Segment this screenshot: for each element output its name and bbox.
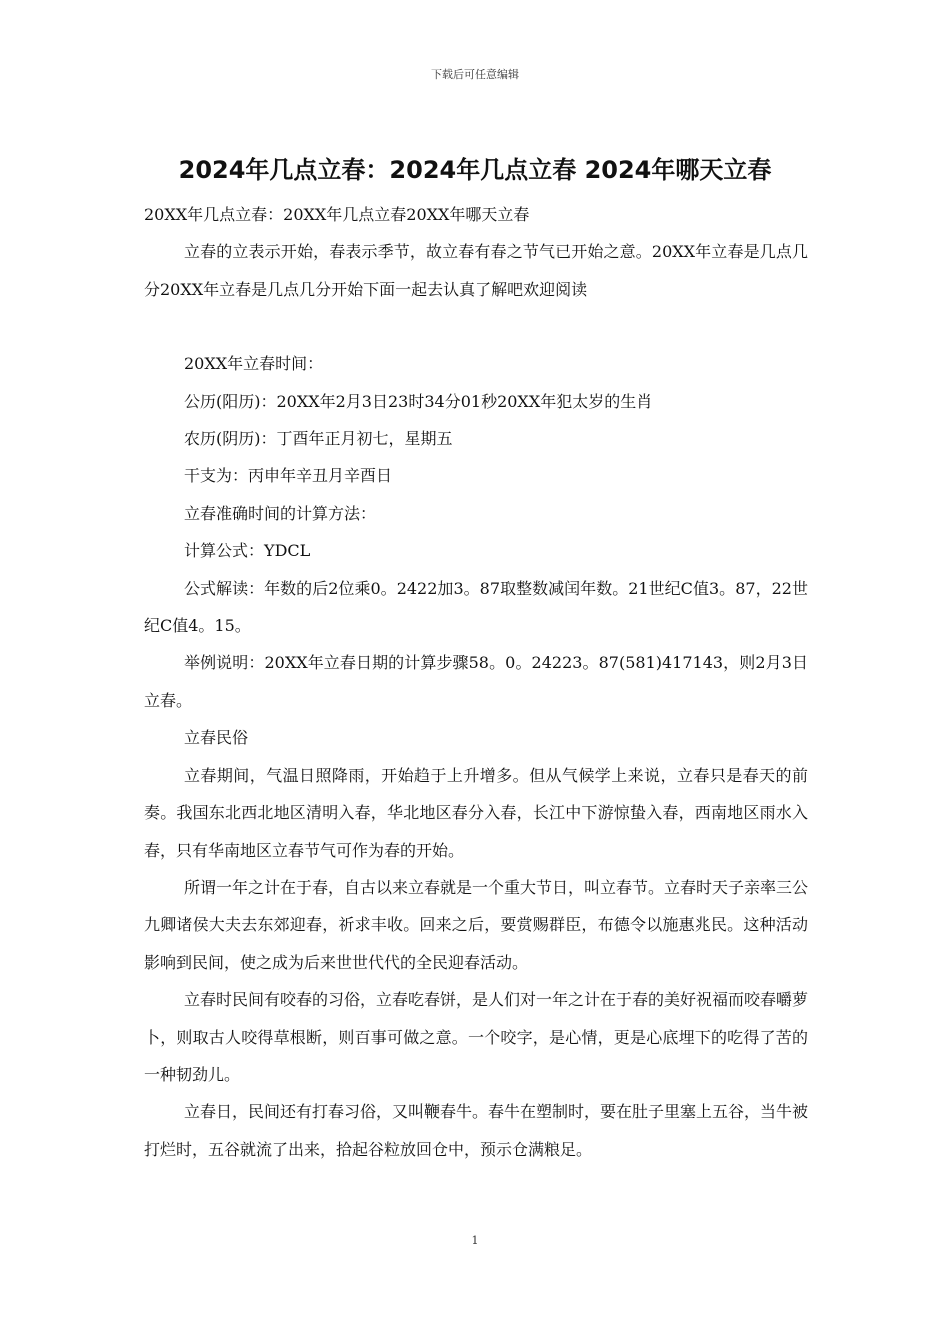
customs-paragraph-4: 立春日，民间还有打春习俗，又叫鞭春牛。春牛在塑制时，要在肚子里塞上五谷，当牛被打烂时，五谷就流了出来，拾起谷粒放回仓中，预示仓满粮足。 <box>144 1102 809 1159</box>
page-number: 1 <box>471 1234 479 1247</box>
blank-line <box>144 308 808 345</box>
calc-heading: 立春准确时间的计算方法： <box>184 503 377 523</box>
example-paragraph: 举例说明：20XX年立春日期的计算步骤58。0。24223。87(581)417143，则2月3日立春。 <box>144 653 808 710</box>
subtitle: 20XX年几点立春：20XX年几点立春20XX年哪天立春 <box>144 205 530 224</box>
solar-date: 公历(阳历)：20XX年2月3日23时34分01秒20XX年犯太岁的生肖 <box>184 391 653 411</box>
ganzhi-date: 干支为：丙申年辛丑月辛酉日 <box>184 466 393 486</box>
intro-paragraph: 立春的立表示开始，春表示季节，故立春有春之节气已开始之意。20XX年立春是几点几分20XX年立春是几点几分开始下面一起去认真了解吧欢迎阅读 <box>144 242 808 299</box>
time-heading: 20XX年立春时间： <box>184 354 324 374</box>
formula: 计算公式：YDCL <box>184 541 311 561</box>
formula-explanation: 公式解读：年数的后2位乘0。2422加3。87取整数减闰年数。21世纪C值3。87，22世纪C值4。15。 <box>144 578 808 636</box>
header-note: 下载后可任意编辑 <box>431 68 519 81</box>
customs-paragraph-2: 所谓一年之计在于春，自古以来立春就是一个重大节日，叫立春节。立春时天子亲率三公九卿诸侯大夫去东郊迎春，祈求丰收。回来之后，要赏赐群臣，布德令以施惠兆民。这种活动影响到民间，使之成为后来世世代代的全民迎春活动。 <box>144 877 809 972</box>
document-title: 2024年几点立春：2024年几点立春 2024年哪天立春 <box>178 156 772 184</box>
customs-heading: 立春民俗 <box>184 728 249 748</box>
customs-paragraph-1: 立春期间，气温日照降雨，开始趋于上升增多。但从气候学上来说，立春只是春天的前奏。我国东北西北地区清明入春，华北地区春分入春，长江中下游惊蛰入春，西南地区雨水入春，只有华南地区立春节气可作为春的开始。 <box>144 765 808 860</box>
customs-paragraph-3: 立春时民间有咬春的习俗，立春吃春饼，是人们对一年之计在于春的美好祝福而咬春嚼萝卜，则取古人咬得草根断，则百事可做之意。一个咬字，是心情，更是心底埋下的吃得了苦的一种韧劲儿。 <box>144 990 809 1084</box>
document-body <box>144 196 808 1168</box>
lunar-date: 农历(阴历)：丁酉年正月初七，星期五 <box>184 429 453 449</box>
